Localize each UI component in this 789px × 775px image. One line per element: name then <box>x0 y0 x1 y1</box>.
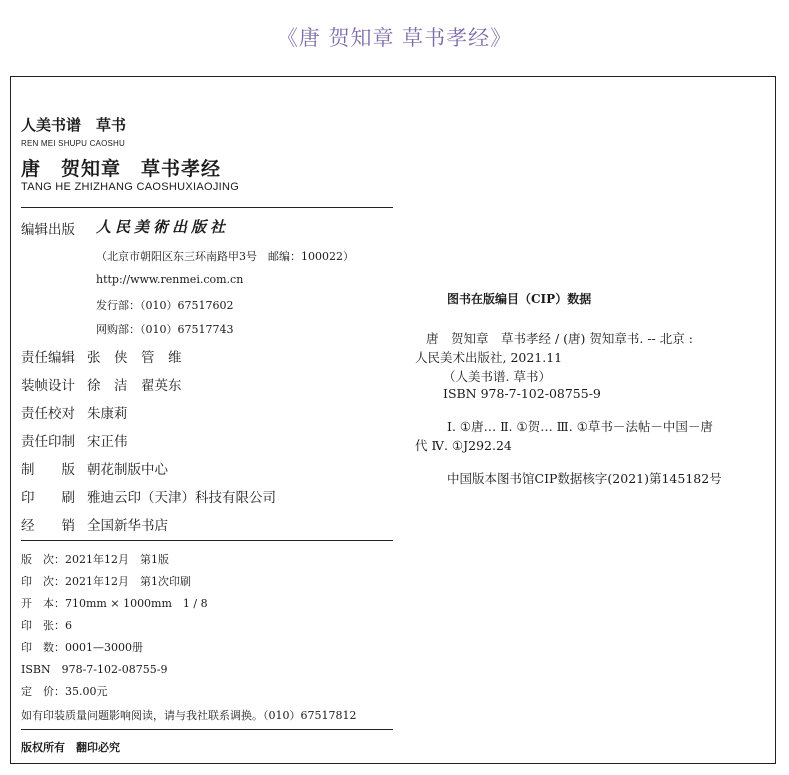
page-title: 《唐 贺知章 草书孝经》 <box>276 26 513 50</box>
divider <box>21 207 393 208</box>
book-title: 唐 贺知章 草书孝经 <box>21 158 222 180</box>
cip-line: 唐 贺知章 草书孝经 / (唐) 贺知章书. -- 北京 : <box>426 331 693 346</box>
credit-row: 责任校对 朱康莉 <box>21 406 128 422</box>
spec-line: 定 价：35.00元 <box>21 685 108 698</box>
book-pinyin: TANG HE ZHIZHANG CAOSHUXIAOJING <box>21 181 240 193</box>
divider <box>21 540 393 541</box>
credit-row: 制 版 朝花制版中心 <box>21 462 168 478</box>
spec-line: ISBN 978-7-102-08755-9 <box>21 663 168 676</box>
publisher-website: http://www.renmei.com.cn <box>96 273 244 286</box>
spec-line: 印 次：2021年12月 第1次印刷 <box>21 575 191 588</box>
credit-row: 经 销 全国新华书店 <box>21 518 168 534</box>
cip-line: Ⅰ. ①唐… Ⅱ. ①贺… Ⅲ. ①草书－法帖－中国－唐 <box>447 419 713 434</box>
cip-line: 中国版本图书馆CIP数据核字(2021)第145182号 <box>447 471 722 486</box>
spec-line: 如有印装质量问题影响阅读，请与我社联系调换。（010）67517812 <box>21 709 357 722</box>
cip-title: 图书在版编目（CIP）数据 <box>447 292 592 306</box>
cip-line: ISBN 978-7-102-08755-9 <box>443 386 601 401</box>
spec-line: 印 张：6 <box>21 619 72 632</box>
credit-row: 责任编辑 张 侠 管 维 <box>21 350 182 366</box>
cip-line: 人民美术出版社, 2021.11 <box>415 350 563 365</box>
divider <box>21 729 393 730</box>
online-phone: 网购部：（010）67517743 <box>96 323 234 336</box>
series-title: 人美书谱 草书 <box>21 116 127 134</box>
credit-row: 责任印制 宋正伟 <box>21 434 128 450</box>
publisher-address: （北京市朝阳区东三环南路甲3号 邮编：100022） <box>96 250 354 263</box>
spec-line: 版 次：2021年12月 第1版 <box>21 553 169 566</box>
copyright-notice: 版权所有 翻印必究 <box>21 741 120 754</box>
cip-line: 代 Ⅳ. ①J292.24 <box>415 438 512 453</box>
copyright-page-frame <box>10 76 776 764</box>
publisher-label: 编辑出版 <box>21 222 75 238</box>
series-pinyin: REN MEI SHUPU CAOSHU <box>21 139 126 148</box>
sales-phone: 发行部：（010）67517602 <box>96 299 234 312</box>
spec-line: 印 数：0001—3000册 <box>21 641 143 654</box>
publisher-logo: 人民美術出版社 <box>96 218 230 236</box>
credit-row: 印 刷 雅迪云印（天津）科技有限公司 <box>21 490 276 506</box>
spec-line: 开 本：710mm × 1000mm 1 / 8 <box>21 597 208 610</box>
credit-row: 装帧设计 徐 洁 翟英东 <box>21 378 182 394</box>
cip-line: （人美书谱. 草书） <box>443 369 551 384</box>
